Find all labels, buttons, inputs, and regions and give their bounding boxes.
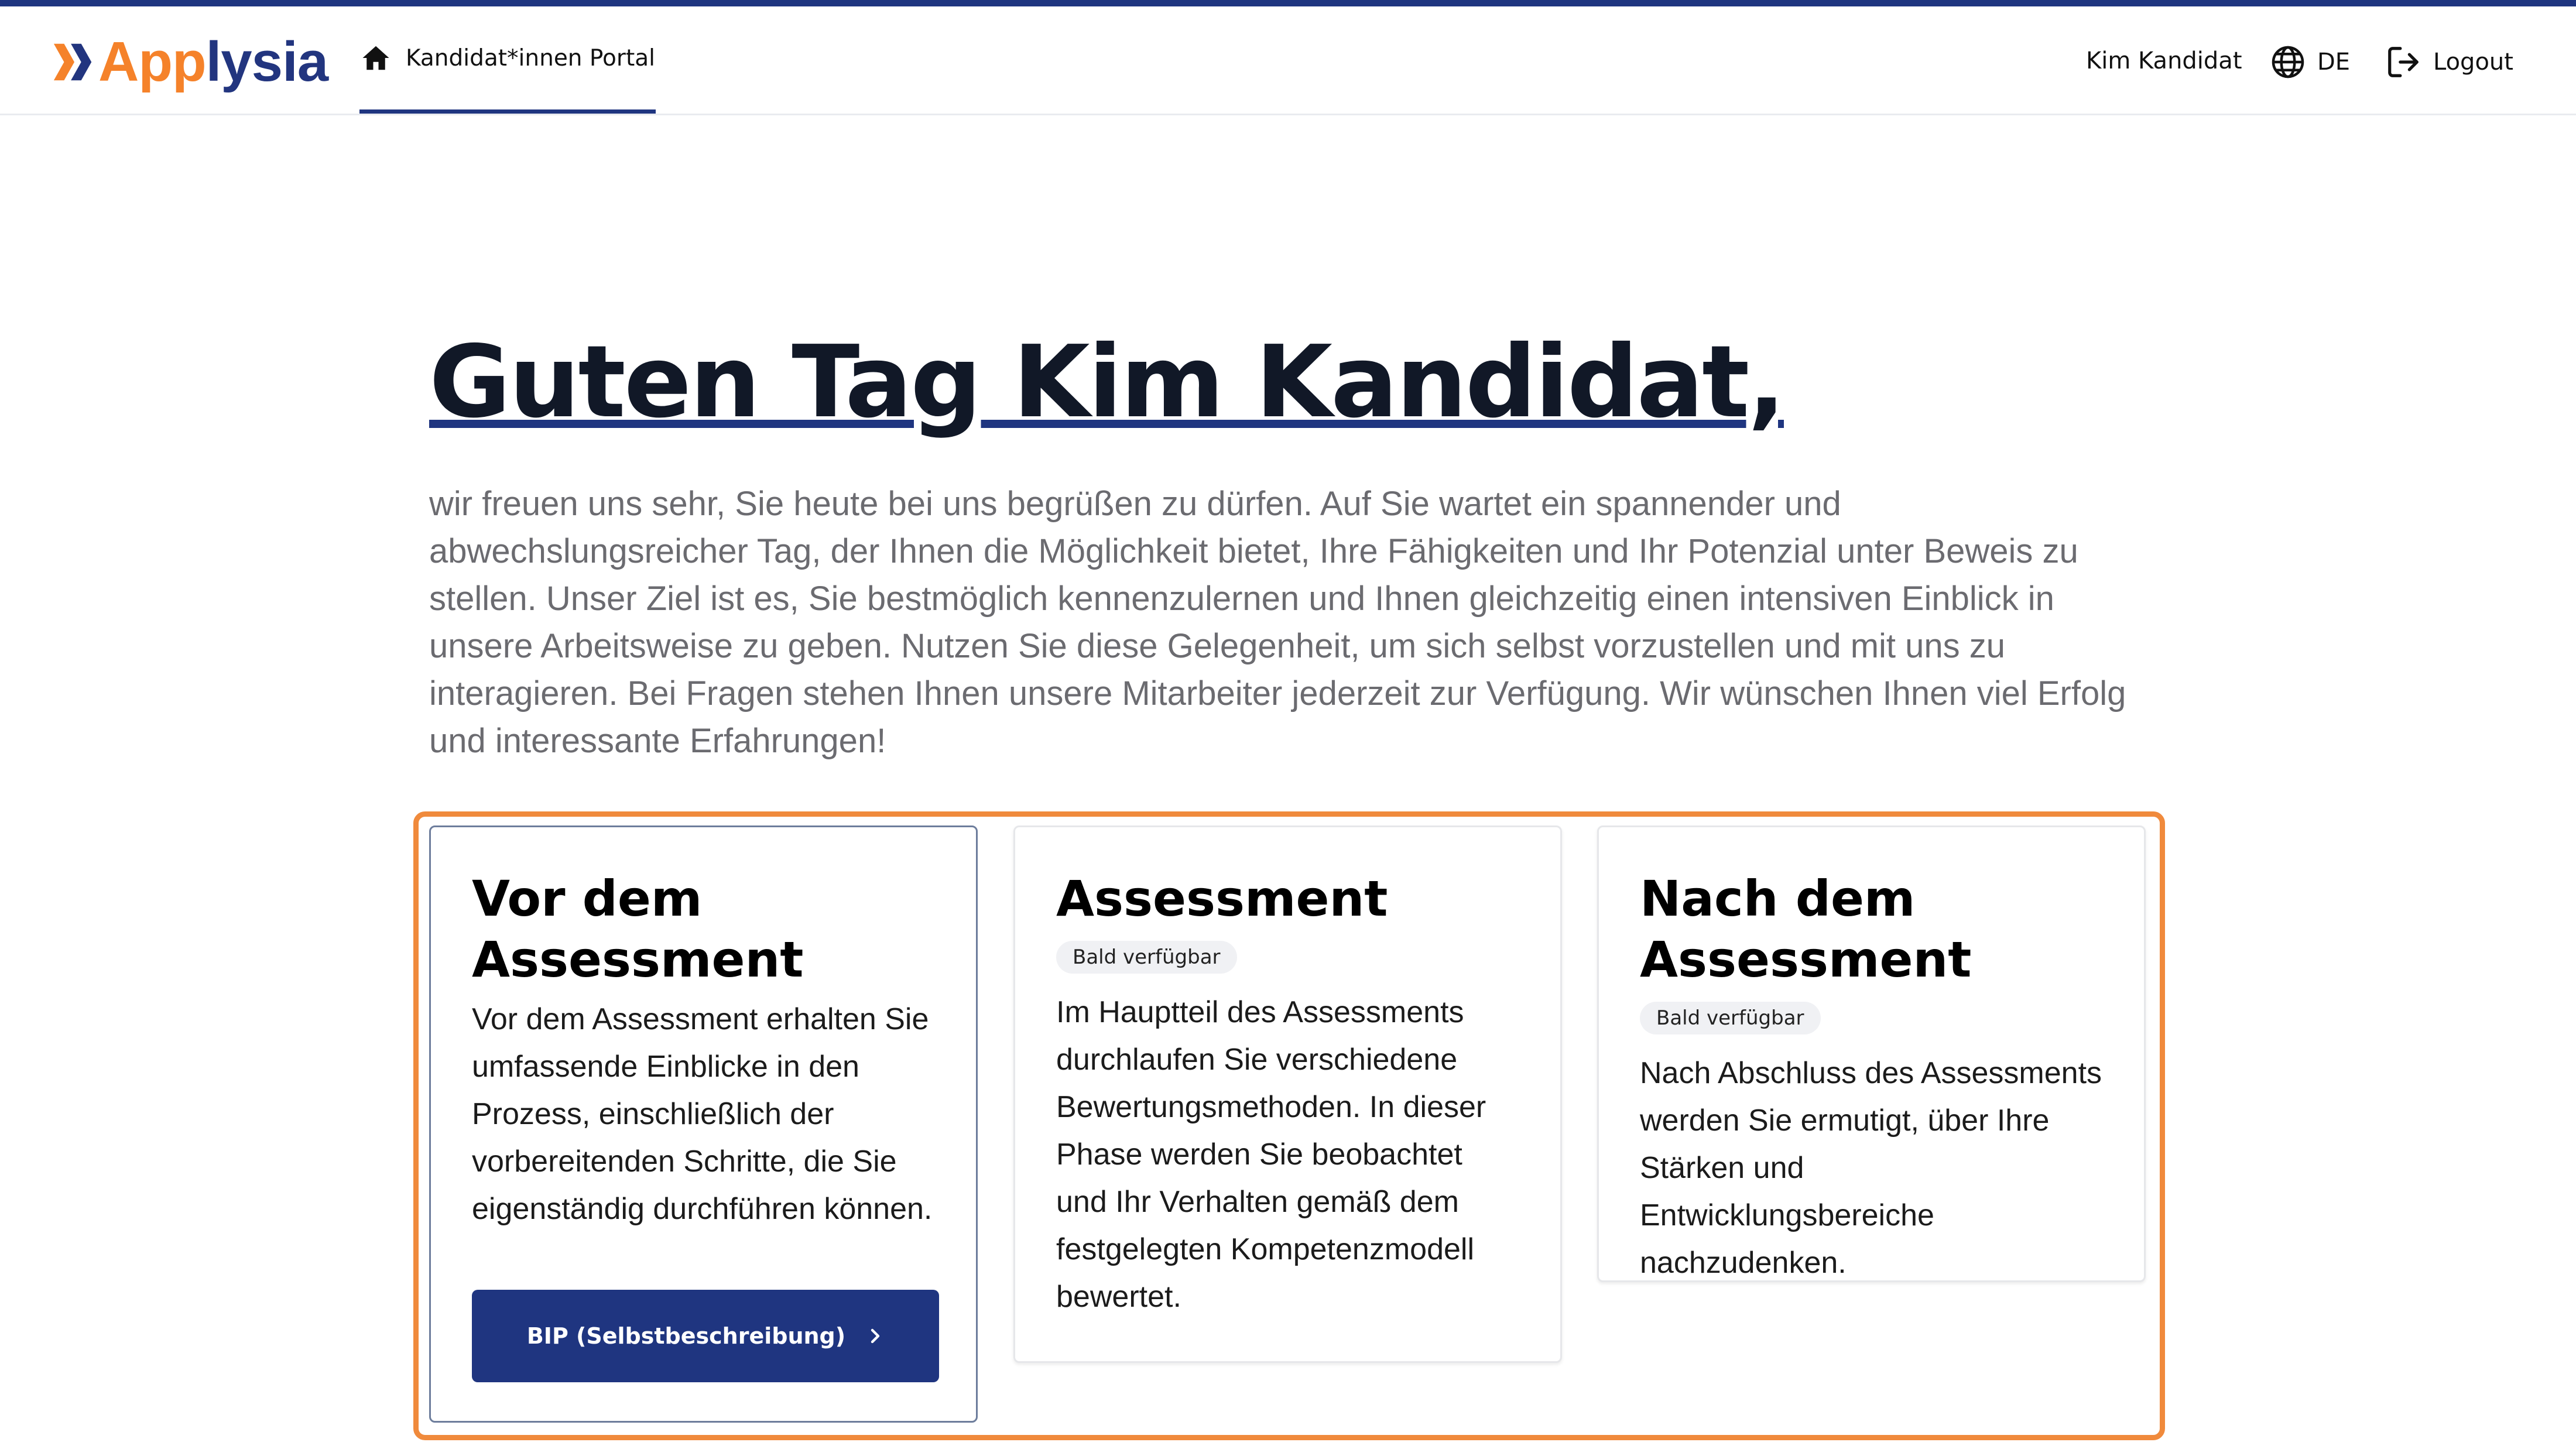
logo-text-lysia: lysia bbox=[205, 30, 328, 93]
language-switcher[interactable] bbox=[2270, 42, 2350, 83]
card-title: Vor dem Assessment bbox=[472, 870, 804, 988]
card-description: Im Hauptteil des Assessments durchlaufen Sie verschiedene Bewertungsmethoden. In dieser Phase werden Sie beobachtet und Ihr Verhalten gemäß dem festgelegten Kompetenzmodell bewertet. bbox=[1056, 995, 1486, 1314]
intro-paragraph: wir freuen uns sehr, Sie heute bei uns begrüßen zu dürfen. Auf Sie wartet ein spannender und abwechslungsreicher Tag, der Ihnen die Möglichkeit bietet, Ihre Fähigkeiten und Ihr Potenzial unter Beweis zu stellen. Unser Ziel ist es, Sie bestmöglich kennenzulernen und Ihnen gleichzeitig einen intensiven Einblick in unsere Arbeitsweise zu geben. Nutzen Sie diese Gelegenheit, um sich selbst vorzustellen und mit uns zu interagieren. Bei Fragen stehen Ihnen unsere Mitarbeiter jederzeit zur Verfügung. Wir wünschen Ihnen viel Erfolg und interessante Erfahrungen! bbox=[429, 485, 2126, 760]
home-icon bbox=[360, 42, 392, 74]
greeting-heading: Guten Tag Kim Kandidat, bbox=[429, 324, 1784, 440]
button-label: BIP (Selbstbeschreibung) bbox=[526, 1323, 846, 1349]
chevron-right-icon bbox=[866, 1327, 884, 1345]
card-description: Nach Abschluss des Assessments werden Sie ermutigt, über Ihre Stärken und Entwicklungsbereiche nachzudenken. bbox=[1640, 1056, 2102, 1280]
card-after-assessment bbox=[1597, 825, 2146, 1282]
status-badge: Bald verfügbar bbox=[1640, 1002, 1821, 1034]
card-assessment bbox=[1013, 825, 1562, 1363]
user-name: Kim Kandidat bbox=[2086, 47, 2242, 74]
double-chevron-logo-icon bbox=[52, 39, 97, 85]
card-title: Assessment bbox=[1056, 870, 1388, 927]
card-description: Vor dem Assessment erhalten Sie umfassende Einblicke in den Prozess, einschließlich der vorbereitenden Schritte, die Sie eigenständig durchführen können. bbox=[472, 1002, 933, 1226]
bip-self-description-button[interactable] bbox=[472, 1290, 939, 1382]
top-accent-bar bbox=[0, 0, 2576, 6]
logout-button[interactable] bbox=[2385, 42, 2513, 83]
logout-label: Logout bbox=[2433, 49, 2513, 76]
card-before-assessment bbox=[429, 825, 978, 1423]
card-title: Nach dem Assessment bbox=[1640, 870, 1972, 988]
logo-text-app: App bbox=[98, 30, 206, 93]
language-label: DE bbox=[2317, 49, 2351, 76]
status-badge: Bald verfügbar bbox=[1056, 941, 1237, 974]
applysia-logo[interactable] bbox=[52, 30, 328, 94]
nav-tab-candidate-portal[interactable] bbox=[359, 6, 656, 114]
globe-icon bbox=[2270, 44, 2306, 80]
nav-tab-label: Kandidat*innen Portal bbox=[406, 44, 655, 71]
logo-wordmark bbox=[98, 30, 328, 93]
logout-icon bbox=[2385, 44, 2421, 80]
top-navbar bbox=[0, 6, 2576, 115]
